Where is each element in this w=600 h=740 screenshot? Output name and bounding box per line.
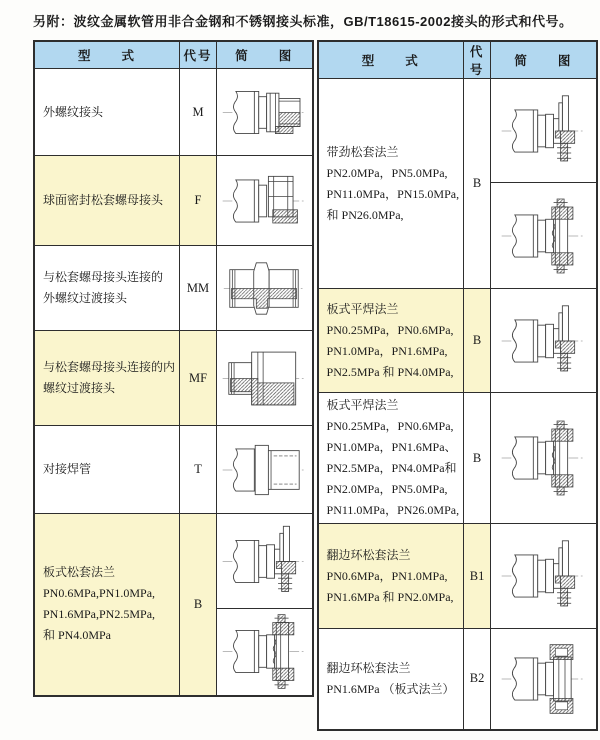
fitting-diagram-cell: [491, 524, 597, 629]
fitting-type-cell: [318, 629, 464, 730]
fitting-code-cell: M: [180, 69, 217, 156]
fitting-code-cell: MF: [180, 331, 217, 426]
fitting-diagram-cell: [217, 69, 313, 156]
fitting-type-line: 与松套螺母接头连接的: [43, 270, 164, 284]
fitting-type-line: PN0.6MPa，PN1.0MPa,: [326, 568, 448, 583]
fitting-type-line: PN1.6MPa,PN2.5MPa,: [43, 607, 156, 622]
fitting-type-line: PN1.0MPa，PN1.6MPa,: [326, 343, 448, 358]
fitting-type-line: PN2.5MPa 和 PN4.0MPa,: [326, 364, 454, 379]
col-header-type: 型 式: [34, 41, 180, 69]
fitting-type-line: 外螺纹接头: [43, 104, 104, 119]
fitting-type-cell: [318, 524, 464, 629]
fitting-tables: [33, 40, 598, 731]
male-male-adapter-icon: [220, 250, 308, 327]
fitting-type-line: PN2.0MPa，PN5.0MPa,: [326, 482, 448, 496]
col-header-code: 代号: [464, 41, 491, 79]
table-row: [318, 79, 597, 183]
fitting-diagram-cell: [491, 183, 597, 289]
table-row: [34, 514, 313, 609]
col-header-code: 代号: [180, 41, 217, 69]
fitting-diagram-cell: [217, 156, 313, 246]
male-thread-fitting-icon: [220, 73, 308, 152]
fitting-diagram-cell: [491, 393, 597, 524]
fitting-type-line: 和 PN4.0MPa: [43, 628, 112, 643]
table-row: [34, 69, 313, 156]
fitting-table-left: [33, 40, 314, 697]
fitting-type-line: PN2.0MPa，PN5.0MPa,: [326, 165, 448, 180]
fitting-type-cell: [34, 426, 180, 514]
fitting-type-line: 球面密封松套螺母接头: [43, 193, 164, 207]
fitting-type-cell: [318, 289, 464, 393]
fitting-type-line: PN1.6MPa 和 PN2.0MPa,: [326, 589, 454, 604]
loose-flange-tall-icon: [499, 530, 587, 622]
fitting-diagram-cell: [217, 426, 313, 514]
fitting-type-line: 翻边环松套法兰: [326, 547, 411, 562]
right-table-body: [318, 79, 597, 730]
loose-flange-tall-icon: [499, 85, 587, 177]
fitting-type-line: PN1.6MPa （板式法兰）: [326, 681, 455, 696]
fitting-code-cell: MM: [180, 246, 217, 331]
table-row: [318, 629, 597, 730]
table-row: [318, 393, 597, 524]
fitting-type-cell: [34, 514, 180, 696]
fitting-type-line: PN0.6MPa,PN1.0MPa,: [43, 586, 156, 601]
fitting-type-line: 对接焊管: [43, 462, 92, 476]
fitting-type-line: PN1.0MPa，PN1.6MPa、: [326, 440, 457, 454]
fitting-type-line: PN0.25MPa，PN0.6MPa,: [326, 322, 454, 337]
fitting-type-cell: [318, 393, 464, 524]
fitting-type-line: 板式松套法兰: [43, 565, 116, 580]
page-title: 另附：波纹金属软管用非合金钢和不锈钢接头标准，GB/T18615-2002接头的形式和代号。: [33, 14, 573, 29]
loose-flange-collar-icon: [499, 412, 587, 504]
table-row: [34, 426, 313, 514]
fitting-code-cell: T: [180, 426, 217, 514]
header-row: [318, 41, 597, 79]
fitting-diagram-cell: [217, 331, 313, 426]
fitting-type-cell: [34, 246, 180, 331]
fitting-type-line: 螺纹过渡接头: [43, 381, 116, 395]
header-row: [34, 41, 313, 69]
fitting-type-cell: [34, 156, 180, 246]
fitting-code-cell: B: [180, 514, 217, 696]
male-female-adapter-icon: [220, 335, 308, 422]
fitting-type-cell: [34, 331, 180, 426]
col-header-diagram: 简 图: [491, 41, 597, 79]
fitting-code-cell: B: [464, 289, 491, 393]
fitting-type-line: PN0.25MPa，PN0.6MPa,: [326, 419, 454, 433]
fitting-diagram-cell: [491, 289, 597, 393]
loose-flange-collar-icon: [499, 190, 587, 282]
table-row: [34, 331, 313, 426]
fitting-diagram-cell: [491, 79, 597, 183]
fitting-code-cell: B1: [464, 524, 491, 629]
fitting-type-line: PN11.0MPa，PN26.0MPa,: [326, 503, 460, 517]
fitting-diagram-cell: [217, 609, 313, 696]
loose-flange-tall-icon: [499, 295, 587, 387]
fitting-code-cell: B: [464, 79, 491, 289]
fitting-type-cell: [34, 69, 180, 156]
col-header-diagram: 简 图: [217, 41, 313, 69]
fitting-code-cell: F: [180, 156, 217, 246]
fitting-type-line: 外螺纹过渡接头: [43, 291, 128, 305]
fitting-code-cell: B2: [464, 629, 491, 730]
butt-weld-pipe-icon: [220, 430, 308, 510]
fitting-type-line: 带劲松套法兰: [326, 144, 399, 159]
table-row: [318, 524, 597, 629]
fitting-code-cell: B: [464, 393, 491, 524]
table-row: [34, 156, 313, 246]
loose-flange-tall-icon: [220, 518, 308, 605]
loose-nut-fitting-icon: [220, 160, 308, 242]
fitting-type-cell: [318, 79, 464, 289]
fitting-diagram-cell: [491, 629, 597, 730]
table-row: [318, 289, 597, 393]
fitting-type-line: 板式平焊法兰: [326, 398, 399, 412]
fitting-table-right: [317, 40, 598, 731]
fitting-type-line: PN2.5MPa，PN4.0MPa和: [326, 461, 457, 475]
left-table-body: [34, 69, 313, 696]
fitting-diagram-cell: [217, 246, 313, 331]
fitting-diagram-cell: [217, 514, 313, 609]
table-row: [34, 246, 313, 331]
fitting-type-line: 板式平焊法兰: [326, 301, 399, 316]
fitting-type-line: 和 PN26.0MPa,: [326, 207, 404, 222]
fitting-type-line: 翻边环松套法兰: [326, 660, 411, 675]
fitting-type-line: PN11.0MPa，PN15.0MPa,: [326, 186, 460, 201]
flanged-ring-collar-icon: [499, 633, 587, 725]
col-header-type: 型 式: [318, 41, 464, 79]
loose-flange-collar-icon: [220, 612, 308, 691]
fitting-type-line: 与松套螺母接头连接的内: [43, 360, 176, 374]
